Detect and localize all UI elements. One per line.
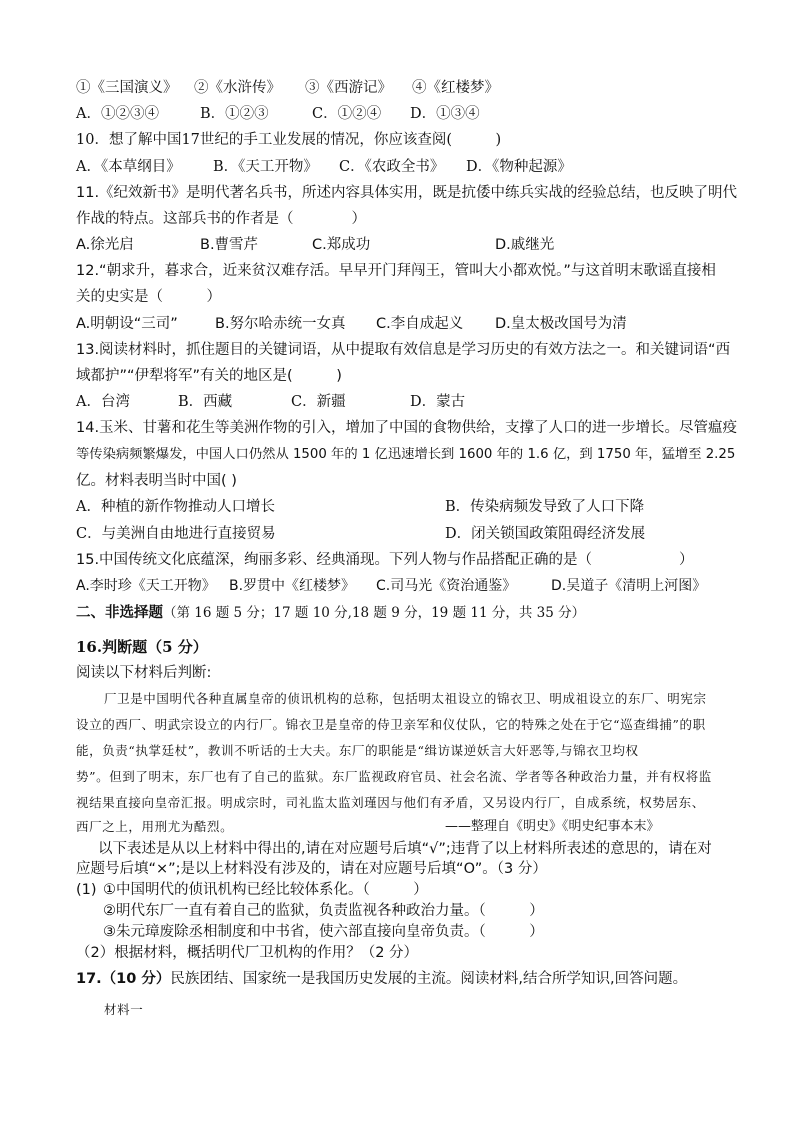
q15-option-b: B.罗贯中《红楼梦》 — [229, 578, 356, 594]
q16-material-line: 西厂之上，用刑尤为酷烈。 — [76, 819, 234, 834]
q14-stem-line3: 亿。材料表明当时中国( ) — [76, 473, 237, 489]
q14-option-a: A．种植的新作物推动人口增长 — [76, 499, 275, 515]
q11-option-d: D.戚继光 — [495, 237, 555, 253]
q17-head: 17.（10 分） — [76, 971, 171, 987]
section-2-heading — [76, 604, 585, 622]
q13-option-c: C．新疆 — [291, 394, 346, 410]
q14-stem-line1: 14.玉米、甘薯和花生等美洲作物的引入，增加了中国的食物供给，支撑了人口的进一步增长。尽管瘟疫 — [76, 420, 738, 436]
q10-option-d: D．《物种起源》 — [466, 159, 572, 175]
q17-material-label: 材料一 — [104, 1002, 144, 1017]
q16-statement-3: ③朱元璋废除丞相制度和中书省，使六部直接向皇帝负责。（ ） — [103, 924, 544, 940]
q15-stem: 15.中国传统文化底蕴深，绚丽多彩、经典涌现。下列人物与作品搭配正确的是（ ） — [76, 552, 694, 568]
q12-stem-line1: 12.“朝求升，暮求合，近来贫汉难存活。早早开门拜闯王，管叫大小都欢悦。”与这首明末歌谣直接相 — [76, 263, 716, 279]
q14-option-d: D．闭关锁国政策阻碍经济发展 — [445, 526, 646, 542]
q10-option-b: B．《天工开物》 — [213, 159, 318, 175]
q15-option-d: D.吴道子《清明上河图》 — [551, 578, 707, 594]
q13-option-b: B．西藏 — [178, 394, 233, 410]
q15-option-c: C.司马光《资治通鉴》 — [376, 578, 517, 594]
q17-text: 民族团结、国家统一是我国历史发展的主流。阅读材料,结合所学知识,回答问题。 — [170, 971, 688, 987]
q16-material-line: 厂卫是中国明代各种直属皇帝的侦讯机构的总称，包括明太祖设立的锦衣卫、明成祖设立的东厂、明宪宗 — [104, 691, 707, 706]
q16-intro: 阅读以下材料后判断: — [76, 665, 212, 681]
q9-item-1: ①《三国演义》 — [76, 80, 178, 96]
q13-stem-line2: 域都护”“伊犁将军”有关的地区是( ) — [76, 368, 342, 384]
section-2-title: 二、非选择题 — [76, 605, 163, 621]
q17-stem — [76, 970, 687, 988]
q16-title: 16.判断题（5 分） — [76, 638, 208, 656]
q14-option-b: B．传染病频发导致了人口下降 — [445, 499, 645, 515]
q16-statement-1: ①中国明代的侦讯机构已经比较体系化。（ ） — [103, 882, 428, 898]
q12-option-b: B.努尔哈赤统一女真 — [215, 316, 346, 332]
q9-option-c: C．①②④ — [312, 106, 382, 122]
q16-sub-label: (1) — [76, 882, 97, 898]
q11-stem-line1: 11.《纪效新书》是明代著名兵书，所述内容具体实用，既是抗倭中练兵实战的经验总结，也反映了明代 — [76, 185, 738, 201]
q9-item-4: ④《红楼梦》 — [412, 80, 499, 96]
q16-source: ——整理自《明史》《明史纪事本末》 — [445, 819, 660, 834]
q16-statement-2: ②明代东厂一直有着自己的监狱，负责监视各种政治力量。（ ） — [103, 903, 544, 919]
q11-stem-line2: 作战的特点。这部兵书的作者是（ ） — [76, 211, 366, 227]
q13-stem-line1: 13.阅读材料时，抓住题目的关键词语，从中提取有效信息是学习历史的有效方法之一。和关键词语“西 — [76, 342, 731, 358]
q9-item-3: ③《西游记》 — [305, 80, 392, 96]
q9-item-2: ②《水浒传》 — [194, 80, 281, 96]
q15-option-a: A.李时珍《天工开物》 — [76, 578, 216, 594]
q11-option-a: A.徐光启 — [76, 237, 134, 253]
q14-stem-line2: 等传染病频繁爆发，中国人口仍然从 1500 年的 1 亿迅速增长到 1600 年的 1.6 亿，到 1750 年，猛增至 2.25 — [76, 447, 736, 462]
q16-material-line: 势”。但到了明末，东厂也有了自己的监狱。东厂监视政府官员、社会名流、学者等各种政治力量，并有权将监 — [76, 769, 712, 784]
q13-option-a: A．台湾 — [76, 394, 130, 410]
q16-material-line: 设立的西厂、明武宗设立的内行厂。锦衣卫是皇帝的侍卫亲军和仪仗队，它的特殊之处在于它“巡查缉捕”的职 — [76, 717, 706, 732]
q12-option-c: C.李自成起义 — [376, 316, 464, 332]
q12-option-d: D.皇太极改国号为清 — [495, 316, 627, 332]
section-2-note: （第 16 题 5 分；17 题 10 分,18 题 9 分，19 题 11 分，共 35 分） — [163, 605, 586, 621]
q16-material-line: 视结果直接向皇帝汇报。明成宗时，司礼监太监刘瑾因与他们有矛盾，又另设内行厂，自成系统，权势居东、 — [76, 795, 705, 810]
q9-option-d: D．①③④ — [410, 106, 480, 122]
q14-option-c: C．与美洲自由地进行直接贸易 — [76, 526, 276, 542]
q12-option-a: A.明朝设“三司” — [76, 316, 178, 332]
q12-stem-line2: 关的史实是（ ） — [76, 289, 221, 305]
q13-option-d: D．蒙古 — [410, 394, 466, 410]
q10-stem: 10．想了解中国17世纪的手工业发展的情况，你应该查阅( ) — [76, 132, 502, 148]
q10-option-a: A．《本草纲目》 — [76, 159, 181, 175]
q16-material-line: 能，负责“执掌廷杖”，教训不听话的士大夫。东厂的职能是“缉访谋逆妖言大奸恶等,与锦衣卫均权 — [76, 743, 639, 758]
q16-question-2: （2）根据材料，概括明代厂卫机构的作用？（2 分） — [76, 945, 419, 961]
q10-option-c: C．《农政全书》 — [339, 159, 445, 175]
q11-option-b: B.曹雪芹 — [200, 237, 259, 253]
q11-option-c: C.郑成功 — [312, 237, 371, 253]
q9-option-a: A．①②③④ — [76, 106, 159, 122]
q16-instruction-line2: 应题号后填“×”;是以上材料没有涉及的，请在对应题号后填“O”。（3 分） — [76, 861, 547, 877]
q16-instruction-line1: 以下表述是从以上材料中得出的,请在对应题号后填“√”;违背了以上材料所表述的意思的，请在对 — [98, 841, 712, 857]
q9-option-b: B．①②③ — [200, 106, 269, 122]
